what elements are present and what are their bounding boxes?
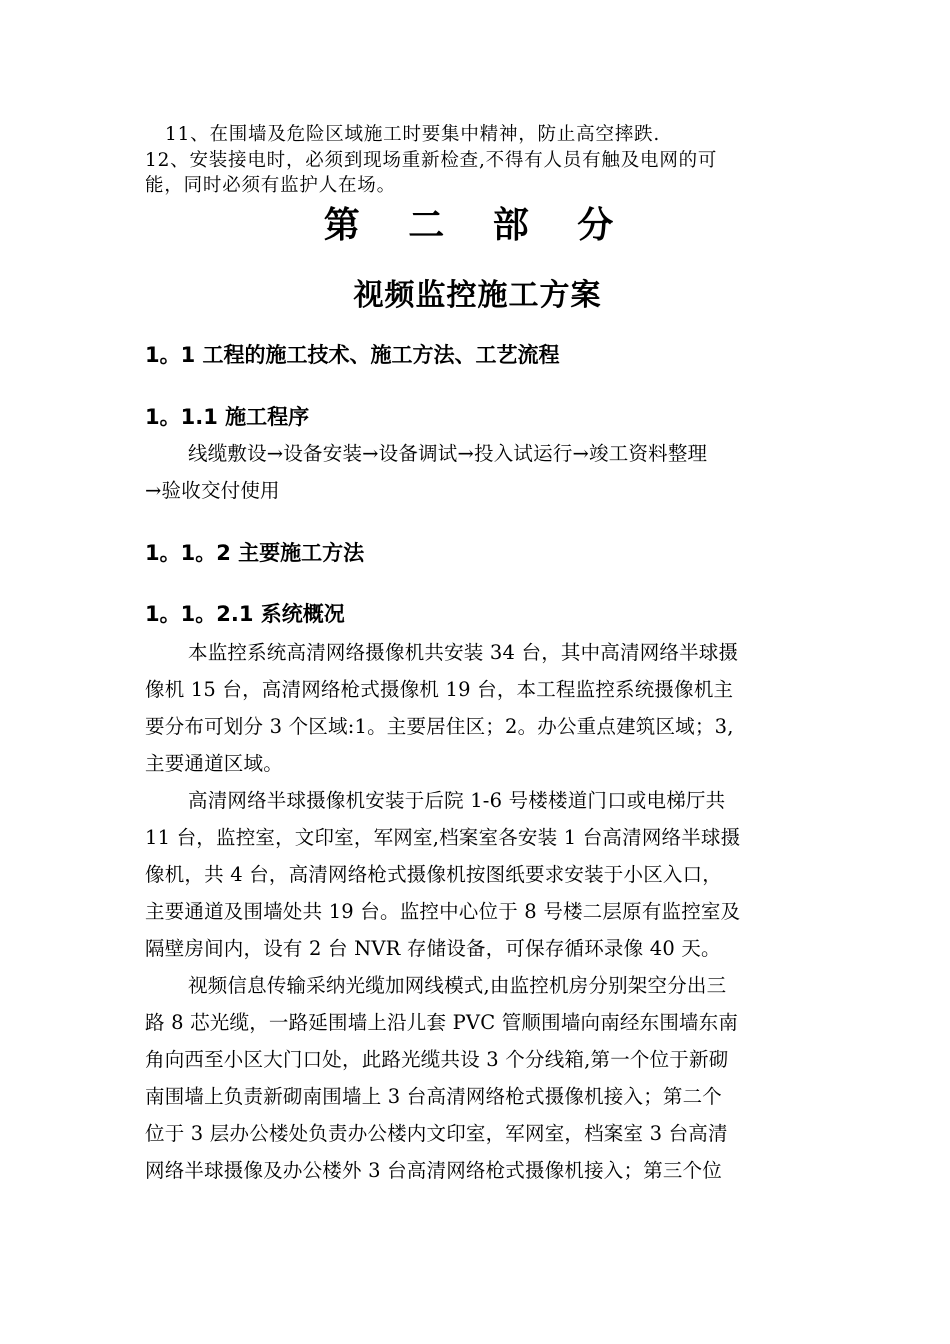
document-title: 视频监控施工方案 [353, 278, 602, 313]
paragraph-line: 11 台，监控室，文印室，军网室,档案室各安装 1 台高清网络半球摄 [145, 826, 741, 849]
section-heading-1-1-1: 1。1.1 施工程序 [145, 405, 310, 429]
safety-item-12-continued: 能，同时必须有监护人在场。 [145, 175, 396, 196]
paragraph-line: 位于 3 层办公楼处负责办公楼内文印室，军网室，档案室 3 台高清 [145, 1122, 728, 1145]
procedure-line: 线缆敷设→设备安装→设备调试→投入试运行→竣工资料整理 [188, 442, 708, 465]
paragraph-line: 像机，共 4 台，高清网络枪式摄像机按图纸要求安装于小区入口， [145, 863, 723, 886]
paragraph-line: 要分布可划分 3 个区域:1。主要居住区；2。办公重点建筑区域；3, [145, 715, 734, 738]
paragraph-line: 角向西至小区大门口处，此路光缆共设 3 个分线箱,第一个位于新砌 [145, 1048, 729, 1071]
paragraph-line: 像机 15 台，高清网络枪式摄像机 19 台，本工程监控系统摄像机主 [145, 678, 734, 701]
procedure-line: →验收交付使用 [145, 479, 280, 502]
section-heading-1-1: 1。1 工程的施工技术、施工方法、工艺流程 [145, 343, 560, 367]
paragraph-line: 高清网络半球摄像机安装于后院 1-6 号楼楼道门口或电梯厅共 [188, 789, 726, 812]
paragraph-line: 主要通道及围墙处共 19 台。监控中心位于 8 号楼二层原有监控室及 [145, 900, 741, 923]
paragraph-line: 路 8 芯光缆，一路延围墙上沿儿套 PVC 管顺围墙向南经东围墙东南 [145, 1011, 739, 1034]
safety-item-12: 12、安装接电时，必须到现场重新检查,不得有人员有触及电网的可 [145, 150, 718, 171]
paragraph-line: 网络半球摄像及办公楼外 3 台高清网络枪式摄像机接入；第三个位 [145, 1159, 723, 1182]
paragraph-line: 本监控系统高清网络摄像机共安装 34 台，其中高清网络半球摄 [188, 641, 739, 664]
paragraph-line: 南围墙上负责新砌南围墙上 3 台高清网络枪式摄像机接入；第二个 [145, 1085, 723, 1108]
section-heading-1-1-2-1: 1。1。2.1 系统概况 [145, 602, 345, 626]
paragraph-line: 主要通道区域。 [145, 752, 283, 775]
paragraph-line: 隔壁房间内，设有 2 台 NVR 存储设备，可保存循环录像 40 天。 [145, 937, 721, 960]
part-title: 第 二 部 分 [323, 205, 632, 246]
safety-item-11: 11、在围墙及危险区域施工时要集中精神，防止高空摔跌. [165, 124, 661, 145]
paragraph-line: 视频信息传输采纳光缆加网线模式,由监控机房分别架空分出三 [188, 974, 727, 997]
section-heading-1-1-2: 1。1。2 主要施工方法 [145, 541, 365, 565]
